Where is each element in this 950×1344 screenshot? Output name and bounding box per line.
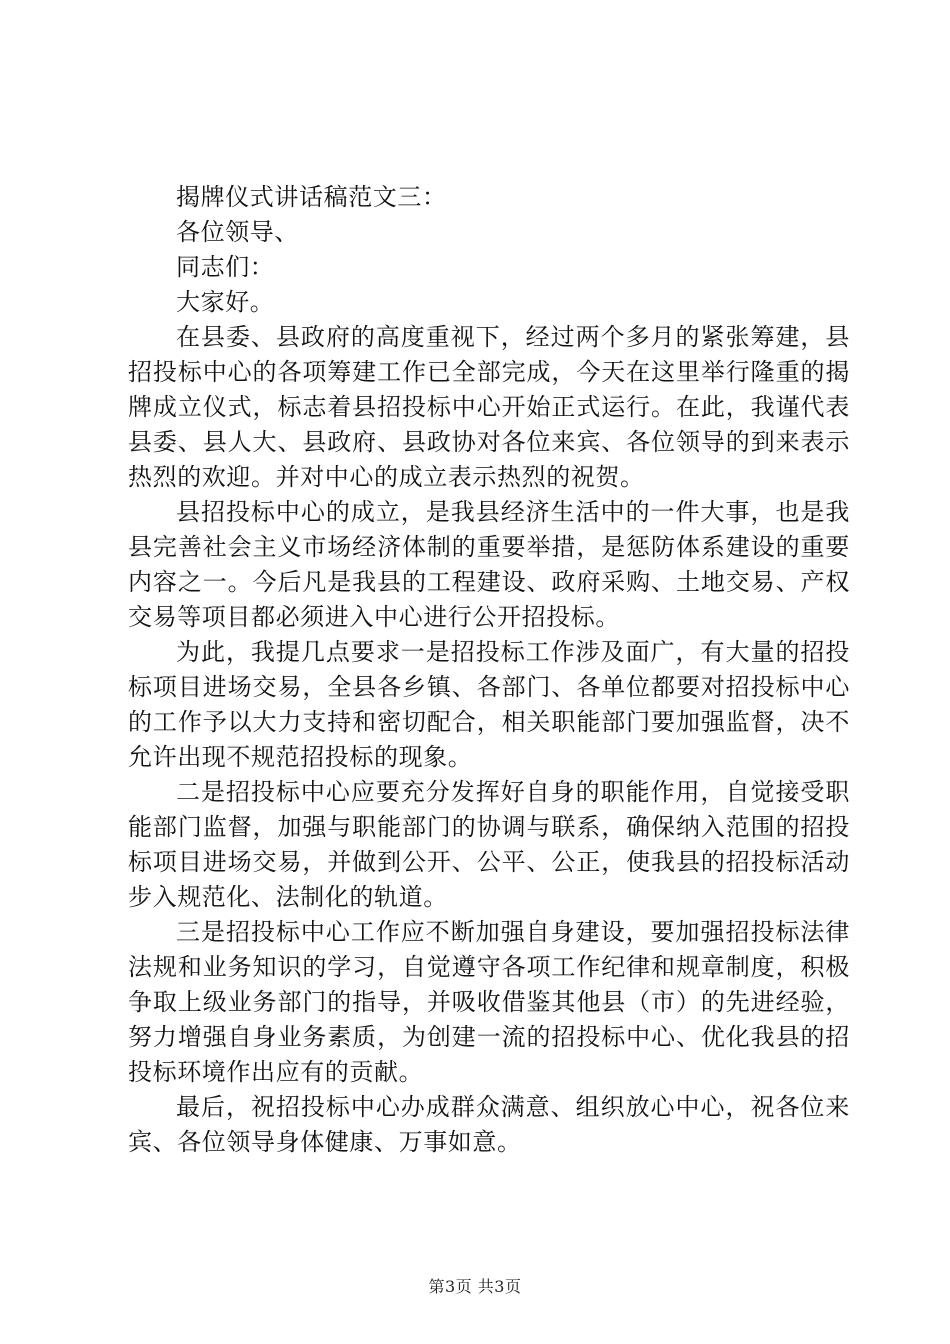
paragraph-opening: 在县委、县政府的高度重视下，经过两个多月的紧张筹建，县招投标中心的各项筹建工作已全部完成，今天在这里举行隆重的揭牌成立仪式，标志着县招投标中心开始正式运行。在此，我谨代表县委、县人大、县政府、县政协对各位来宾、各位领导的到来表示热烈的欢迎。并对中心的成立表示热烈的祝贺。 bbox=[128, 323, 850, 491]
page-number: 第3页 共3页 bbox=[428, 1277, 522, 1296]
paragraph-closing: 最后，祝招投标中心办成群众满意、组织放心中心，祝各位来宾、各位领导身体健康、万事如意。 bbox=[128, 1093, 850, 1156]
paragraph-requirement-two: 二是招投标中心应要充分发挥好自身的职能作用，自觉接受职能部门监督，加强与职能部门的协调与联系，确保纳入范围的招投标项目进场交易，并做到公开、公平、公正，使我县的招投标活动步入规范化、法制化的轨道。 bbox=[128, 778, 850, 911]
salutation-comrades: 同志们： bbox=[176, 253, 275, 281]
document-body bbox=[128, 180, 850, 1160]
page-footer bbox=[0, 1276, 950, 1298]
paragraph-significance: 县招投标中心的成立，是我县经济生活中的一件大事，也是我县完善社会主义市场经济体制的重要举措，是惩防体系建设的重要内容之一。今后凡是我县的工程建设、政府采购、土地交易、产权交易等项目都必须进入中心进行公开招投标。 bbox=[128, 498, 850, 631]
paragraph-requirement-one: 为此，我提几点要求一是招投标工作涉及面广，有大量的招投标项目进场交易，全县各乡镇、各部门、各单位都要对招投标中心的工作予以大力支持和密切配合，相关职能部门要加强监督，决不允许出现不规范招投标的现象。 bbox=[128, 638, 850, 771]
paragraph-requirement-three: 三是招投标中心工作应不断加强自身建设，要加强招投标法律法规和业务知识的学习，自觉遵守各项工作纪律和规章制度，积极争取上级业务部门的指导，并吸收借鉴其他县（市）的先进经验，努力增强自身业务素质，为创建一流的招投标中心、优化我县的招投标环境作出应有的贡献。 bbox=[128, 918, 850, 1086]
greeting: 大家好。 bbox=[176, 288, 275, 316]
speech-title: 揭牌仪式讲话稿范文三： bbox=[176, 183, 447, 211]
salutation-leaders: 各位领导、 bbox=[176, 218, 299, 246]
